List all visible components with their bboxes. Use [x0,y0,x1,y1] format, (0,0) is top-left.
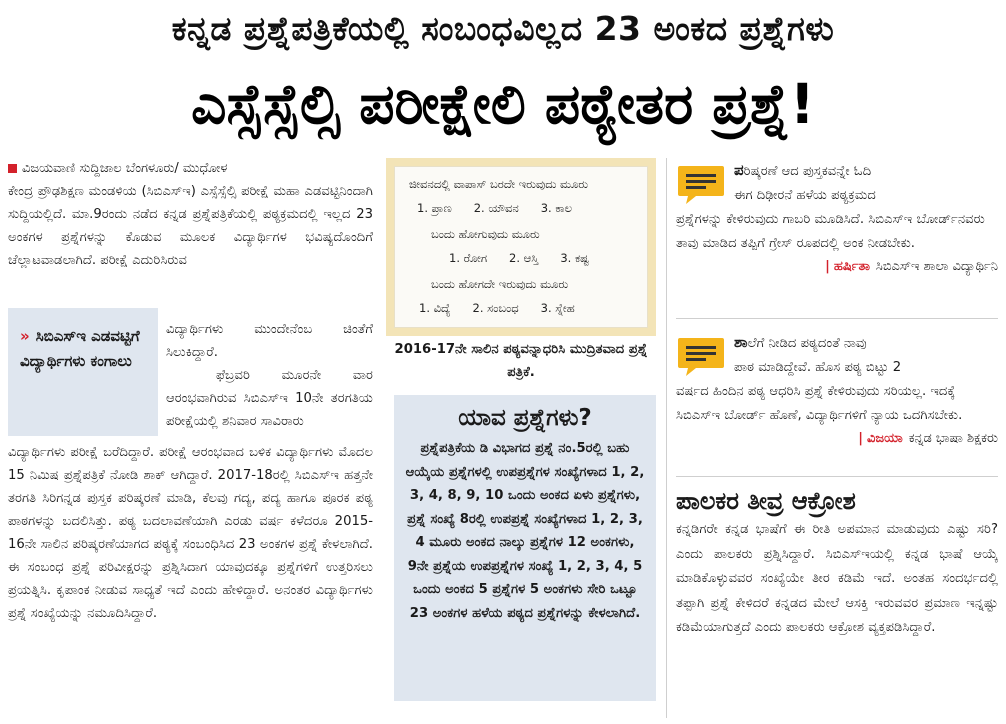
article-p1b: ವಿದ್ಯಾರ್ಥಿಗಳು ಮುಂದೇನೆಂಬ ಚಿಂತೆಗೆ ಸಿಲುಕಿದ್ದಾರೆ. [166,322,373,360]
paper-q2-opt: 2. ಆಸ್ತಿ [509,251,539,265]
article-p2b: ವಿದ್ಯಾರ್ಥಿಗಳು ಪರೀಕ್ಷೆ ಬರೆದಿದ್ದಾರೆ. ಪರೀಕ್ಷೆ ಆರಂಭವಾದ ಬಳಿಕ ವಿದ್ಯಾರ್ಥಿಗಳು ಮೊದಲ 15 ನಿಮಿಷ ಪ್ರಶ್ನೆಪತ್ರಿಕೆ ನೋಡಿ ಶಾಕ್ ಆಗಿದ್ದಾರೆ. 2017-18ರಲ್ಲಿ ಸಿಬಿಎಸ್ಇ ಹತ್ತನೇ ತರಗತಿ ಸಿರಿಗನ್ನಡ ಪುಸ್ತಕ ಪರಿಷ್ಕರಣೆ ಮಾಡಿ, ಕೆಲವು ಗದ್ಯ, ಪದ್ಯ ಹಾಗೂ ಪೂರಕ ಪಠ್ಯ ಪಾಠಗಳನ್ನು ಬದಲಿಸಿತ್ತು. ಪಠ್ಯ ಬದಲಾವಣೆಯಾಗಿ ಎರಡು ವರ್ಷ ಕಳೆದರೂ 2015-16ನೇ ಸಾಲಿನ ಪರಿಷ್ಕರಣೆಯಾಗದ ಪಠ್ಯಕ್ಕೆ ಸಂಬಂಧಿಸಿದ 23 ಅಂಕಗಳ ಪ್ರಶ್ನೆ ಕೇಳಲಾಗಿದೆ. ಈ ಸಂಬಂಧ ಪ್ರಶ್ನೆ ಪರಿವೀಕ್ಷರನ್ನು ಪ್ರಶ್ನಿಸಿದಾಗ ಯಾವುದಕ್ಕೂ ಪ್ರಶ್ನೆಗಳಿಗೆ ಉತ್ತರಿಸಲು ಪ್ರಯತ್ನಿಸಿ. ಕೃಪಾಂಕ ನೀಡುವ ಸಾಧ್ಯತೆ ಇದೆ ಎಂದು ಹೇಳಿದ್ದಾರೆ. ಅನಂತರ ವಿದ್ಯಾರ್ಥಿಗಳು ಪ್ರಶ್ನೆ ಸಂಖ್ಯೆಯನ್ನು ನಮೂದಿಸಿದ್ದಾರೆ. [8,445,373,621]
article-paragraph-1 [8,180,373,318]
quote-teacher [676,330,998,476]
which-questions-heading: ಯಾವ ಪ್ರಶ್ನೆಗಳು? [458,405,592,431]
article-paragraph-2 [166,318,373,438]
question-paper-photo [386,158,656,336]
speech-bubble-icon [676,336,726,378]
paper-q3-opt: 1. ವಿದ್ಯೆ [419,301,451,315]
pull-quote-text: ಸಿಬಿಎಸ್ಇ ಎಡವಟ್ಟಿಗೆ ವಿದ್ಯಾರ್ಥಿಗಳು ಕಂಗಾಲು [20,327,140,370]
paper-q3: ಬಂದು ಹೋಗದೇ ಇರುವುದು ಮೂರು [431,277,569,291]
paper-q3-opt: 2. ಸಂಬಂಧ [472,301,519,315]
paper-q1: ಜೀವನದಲ್ಲಿ ವಾಪಾಸ್ ಬರದೇ ಇರುವುದು ಮೂರು [409,177,589,191]
paper-q1-opt: 2. ಯೌವನ [473,201,519,215]
red-square-icon [8,164,17,173]
quote-separator [676,318,998,319]
parents-heading: ಪಾಲಕರ ತೀವ್ರ ಆಕ್ರೋಶ [676,487,856,515]
paper-q2-opt: 3. ಕಷ್ಟ [560,251,589,265]
paper-q3-opt: 3. ಸ್ನೇಹ [540,301,575,315]
column-divider [666,158,667,718]
speech-bubble-icon [676,164,726,206]
paper-q1-opt: 3. ಕಾಲ [540,201,573,215]
quote2-drop: ಶಾ [734,333,748,351]
paper-q1-options [417,201,633,215]
pull-quote-box [8,308,158,436]
attribution-bar-icon: | [858,431,864,446]
quote1-attribution [676,256,998,278]
headline-line-1: ಕನ್ನಡ ಪ್ರಶ್ನೆಪತ್ರಿಕೆಯಲ್ಲಿ ಸಂಬಂಧವಿಲ್ಲದ 23 ಅಂಕದ ಪ್ರಶ್ನೆಗಳು [171,9,835,48]
quote2-name: ವಿಜಯಾ [867,431,903,446]
quote2-role: ಕನ್ನಡ ಭಾಷಾ ಶಿಕ್ಷಕರು [908,431,998,446]
double-chevron-right-icon: » [20,327,30,345]
quote2-line1-text: ಲೆಗೆ ನೀಡಿದ ಪಠ್ಯದಂತೆ ನಾವು [747,336,867,351]
photo-caption: 2016-17ನೇ ಸಾಲಿನ ಪಠ್ಯವನ್ನಾಧರಿಸಿ ಮುದ್ರಿತವಾದ ಪ್ರಶ್ನೆ ಪತ್ರಿಕೆ. [394,342,648,380]
paper-q3-options [419,301,633,315]
attribution-bar-icon: | [825,259,830,274]
quote1-drop: ಪ [734,161,744,179]
paper-q2: ಬಂದು ಹೋಗುವುದು ಮೂರು [431,227,540,241]
quote1-rest: ಪ್ರಶ್ನೆಗಳನ್ನು ಕೇಳಿರುವುದು ಗಾಬರಿ ಮೂಡಿಸಿದೆ. ಸಿಬಿಎಸ್ಇ ಬೋರ್ಡ್‌ನವರು ತಾವು ಮಾಡಿದ ತಪ್ಪಿಗೆ ಗ್ರೇಸ್ ರೂಪದಲ್ಲಿ ಅಂಕ ನೀಡಬೇಕು. [676,212,985,251]
paper-q2-opt: 1. ರೋಗ [449,251,488,265]
byline-text: ವಿಜಯವಾಣಿ ಸುದ್ದಿಜಾಲ ಬೆಂಗಳೂರು/ ಮುಧೋಳ [22,161,228,176]
section-separator [676,476,998,477]
which-questions-text: ಪ್ರಶ್ನೆಪತ್ರಿಕೆಯ ಡಿ ವಿಭಾಗದ ಪ್ರಶ್ನೆ ನಂ.5ರಲ್ಲಿ ಬಹು ಆಯ್ಕೆಯ ಪ್ರಶ್ನೆಗಳಲ್ಲಿ ಉಪಪ್ರಶ್ನೆಗಳ ಸಂಖ್ಯೆಗಳಾದ 1, 2, 3, 4, 8, 9, 10 ಒಂದು ಅಂಕದ ಏಳು ಪ್ರಶ್ನೆಗಳು, ಪ್ರಶ್ನೆ ಸಂಖ್ಯೆ 8ರಲ್ಲಿ ಉಪಪ್ರಶ್ನೆ ಸಂಖ್ಯೆಗಳಾದ 1, 2, 3, 4 ಮೂರು ಅಂಕದ ನಾಲ್ಕು ಪ್ರಶ್ನೆಗಳ 12 ಅಂಕಗಳು, 9ನೇ ಪ್ರಶ್ನೆಯ ಉಪಪ್ರಶ್ನೆಗಳ ಸಂಖ್ಯೆ 1, 2, 3, 4, 5 ಒಂದು ಅಂಕದ 5 ಪ್ರಶ್ನೆಗಳ 5 ಅಂಕಗಳು ಸೇರಿ ಒಟ್ಟೂ 23 ಅಂಕಗಳ ಹಳೆಯ ಪಠ್ಯದ ಪ್ರಶ್ನೆಗಳನ್ನು ಕೇಳಲಾಗಿದೆ. [405,441,645,621]
quote1-line2: ಈಗ ದಿಢೀರನೆ ಹಳೆಯ ಪಠ್ಯಕ್ರಮದ [734,188,876,203]
headline-line-2: ಎಸ್ಸೆಸ್ಸೆಲ್ಸಿ ಪರೀಕ್ಷೇಲಿ ಪಠ್ಯೇತರ ಪ್ರಶ್ನೆ! [191,72,815,136]
quote2-rest: ವರ್ಷದ ಹಿಂದಿನ ಪಠ್ಯ ಆಧರಿಸಿ ಪ್ರಶ್ನೆ ಕೇಳಿರುವುದು ಸರಿಯಲ್ಲ. ಇದಕ್ಕೆ ಸಿಬಿಎಸ್ಇ ಬೋರ್ಡ್ ಹೊಣೆ, ವಿದ್ಯಾರ್ಥಿಗಳಿಗೆ ನ್ಯಾಯ ಒದಗಿಸಬೇಕು. [676,384,963,423]
article-paragraph-3 [8,441,373,721]
quote1-role: ಸಿಬಿಎಸ್ಇ ಶಾಲಾ ವಿದ್ಯಾರ್ಥಿನಿ [875,259,998,274]
quote-student [676,158,998,310]
quote2-attribution [676,428,998,450]
quote1-line1-text: ರಿಷ್ಕರಣೆ ಆದ ಪುಸ್ತಕವನ್ನೇ ಓದಿ [743,164,872,179]
paper-q2-options [449,251,633,265]
question-paper-sheet [394,166,648,328]
quote1-name: ಹರ್ಷಿತಾ [833,259,870,274]
article-p1: ಕೇಂದ್ರ ಪ್ರೌಢಶಿಕ್ಷಣ ಮಂಡಳಿಯ (ಸಿಬಿಎಸ್ಇ) ಎಸ್ಸೆಸ್ಸೆಲ್ಸಿ ಪರೀಕ್ಷೆ ಮಹಾ ಎಡವಟ್ಟಿನಿಂದಾಗಿ ಸುದ್ದಿಯಲ್ಲಿದೆ. ಮಾ.9ರಂದು ನಡೆದ ಕನ್ನಡ ಪ್ರಶ್ನೆಪತ್ರಿಕೆಯಲ್ಲಿ ಪಠ್ಯಕ್ರಮದಲ್ಲಿ ಇಲ್ಲದ 23 ಅಂಕಗಳ ಪ್ರಶ್ನೆಗಳನ್ನು ಕೊಡುವ ಮೂಲಕ ವಿದ್ಯಾರ್ಥಿಗಳ ಭವಿಷ್ಯದೊಂದಿಗೆ ಚೆಲ್ಲಾಟವಾಡಲಾಗಿದೆ. ಪರೀಕ್ಷೆ ಎದುರಿಸಿರುವ [8,184,373,268]
paper-q1-opt: 1. ಪ್ರಾಣ [417,201,452,215]
parents-text: ಕನ್ನಡಿಗರೇ ಕನ್ನಡ ಭಾಷೆಗೆ ಈ ರೀತಿ ಅಪಮಾನ ಮಾಡುವುದು ಎಷ್ಟು ಸರಿ? ಎಂದು ಪಾಲಕರು ಪ್ರಶ್ನಿಸಿದ್ದಾರೆ. ಸಿಬಿಎಸ್ಇಯಲ್ಲಿ ಕನ್ನಡ ಭಾಷೆ ಆಯ್ಕೆ ಮಾಡಿಕೊಳ್ಳುವವರ ಸಂಖ್ಯೆಯೇ ತೀರ ಕಡಿಮೆ ಇದೆ. ಅಂತಹ ಸಂದರ್ಭದಲ್ಲಿ ತಪ್ಪಾಗಿ ಪ್ರಶ್ನೆ ಕೇಳಿದರೆ ಕನ್ನಡದ ಮೇಲೆ ಆಸಕ್ತಿ ಇರುವವರ ಪ್ರಮಾಣ ಇನ್ನಷ್ಟು ಕಡಿಮೆಯಾಗುತ್ತದೆ ಎಂದು ಪಾಲಕರು ಆಕ್ರೋಶ ವ್ಯಕ್ತಪಡಿಸಿದ್ದಾರೆ. [676,522,998,635]
which-questions-box [394,395,656,701]
byline [8,158,373,180]
quote2-line2: ಪಾಠ ಮಾಡಿದ್ದೇವೆ. ಹೊಸ ಪಠ್ಯ ಬಿಟ್ಟು 2 [734,360,902,375]
article-p2a: ಫೆಬ್ರವರಿ ಮೂರನೇ ವಾರ ಆರಂಭವಾಗಿರುವ ಸಿಬಿಎಸ್ಇ 10ನೇ ತರಗತಿಯ ಪರೀಕ್ಷೆಯಲ್ಲಿ ಶನಿವಾರ ಸಾವಿರಾರು [166,368,373,429]
